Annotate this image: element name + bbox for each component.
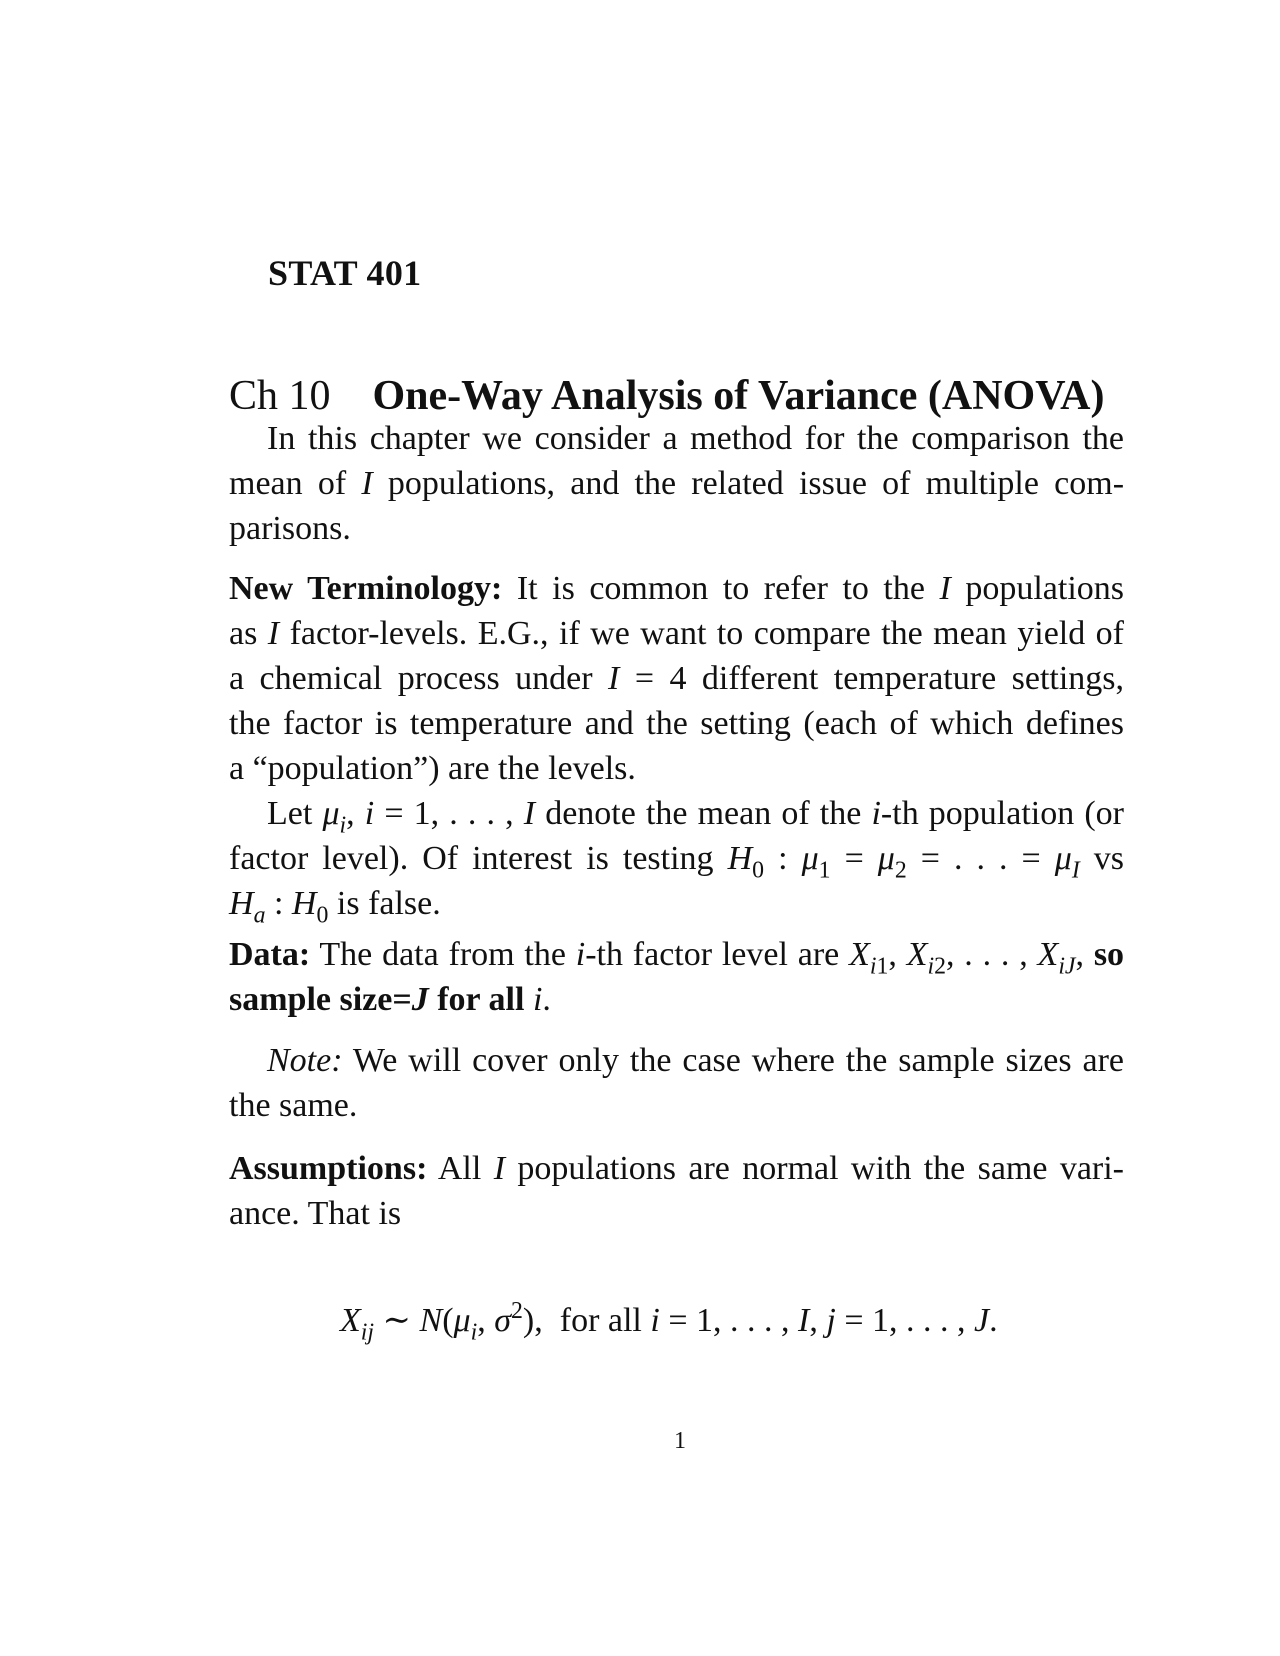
terminology-label: New Terminology: (229, 570, 503, 607)
terminology-line-4: the factor is temperature and the setting (each of which defines (229, 705, 1124, 742)
assumptions-label: Assumptions: (229, 1150, 428, 1187)
assumptions-line-1: Assumptions: All I populations are normal with the same vari- (229, 1150, 1125, 1187)
chapter-title: One-Way Analysis of Variance (ANOVA) (372, 373, 1105, 419)
intro-line-3: parisons. (229, 510, 351, 547)
hypothesis-line-2: factor level). Of interest is testing $H_0$ : $\mu_1 = \mu_2$ = . . . = $\mu_I$ vs (229, 840, 1125, 884)
hypothesis-line-3: $H_a$ : $H_0$ is false. (229, 885, 441, 929)
note-line-2: the same. (229, 1087, 358, 1124)
assumption-equation: $X_{ij}$ ∼ $N(\mu_i$, $\sigma^2$), for all i = 1, . . . , I, j = 1, . . . , J. (340, 1297, 998, 1346)
data-label: Data: (229, 936, 311, 973)
chapter-number: Ch 10 (229, 373, 331, 419)
terminology-line-1: New Terminology: It is common to refer to the I populations (229, 570, 1125, 607)
note-line-1: Note: We will cover only the case where the sample sizes are (267, 1042, 1125, 1079)
terminology-line-3: a chemical process under I = 4 different temperature settings, (229, 660, 1125, 697)
terminology-line-5: a “population”) are the levels. (229, 750, 636, 787)
note-label: Note: (267, 1042, 343, 1079)
data-line-2: sample size=J for all i. (229, 981, 551, 1018)
intro-line-1: In this chapter we consider a method for the comparison the (267, 420, 1124, 457)
chapter-heading (229, 372, 1104, 420)
assumptions-paragraph (229, 1146, 1124, 1236)
intro-line-2: mean of I populations, and the related issue of multiple com- (229, 465, 1125, 502)
course-code: STAT 401 (268, 253, 422, 293)
data-line-1: Data: The data from the i-th factor level are $X_{i1}$, $X_{i2}$, . . . , $X_{iJ}$, so (229, 936, 1125, 980)
data-paragraph (229, 932, 1124, 1022)
hypothesis-line-1: Let $\mu_i$, i = 1, . . . , I denote the mean of the i-th population (or (267, 795, 1125, 839)
page-number: 1 (674, 1428, 686, 1454)
note-paragraph (229, 1038, 1124, 1128)
assumptions-line-2: ance. That is (229, 1195, 402, 1232)
terminology-paragraph (229, 566, 1125, 929)
terminology-line-2: as I factor-levels. E.G., if we want to compare the mean yield of (229, 615, 1125, 652)
intro-paragraph (229, 416, 1124, 551)
